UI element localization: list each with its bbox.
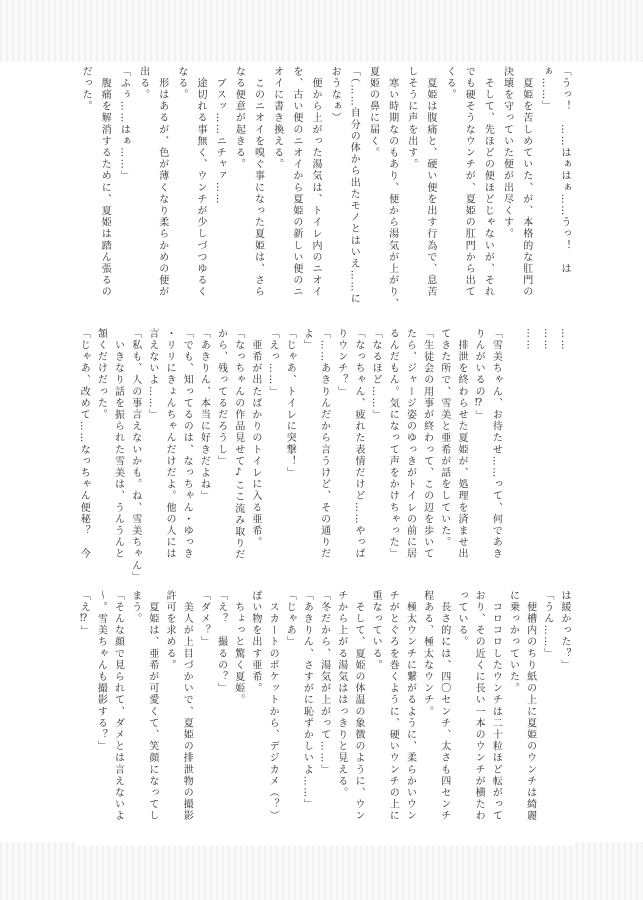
text-column: 決壊を守っていた便が出尽くす。 (501, 66, 513, 240)
text-column: 排泄を終わらせた夏姫が、処理を済ませ出 (455, 328, 467, 560)
text-column: ・リリにきょんちゃんだけだよ。他の人には (164, 328, 176, 560)
text-column: 「（……自分の体から出たモノとはいえ……に (348, 66, 360, 305)
text-column: 「ダメ？」 (198, 590, 210, 648)
text-column: てきた所で、雪美と亜希が話をしていた。 (438, 328, 450, 549)
text-column: いきなり話を振られた雪美は、うんうんと (112, 328, 124, 560)
text-column: 「ふぅ……はぁ……」 (118, 66, 130, 182)
text-column: 「雪美ちゃん、お待たせ……って、何であき (490, 328, 502, 560)
text-column: ぁ……」 (539, 66, 551, 113)
text-column: おうなぁ） (329, 66, 341, 124)
text-column: 便槽内のちり紙の上に夏姫のウンチは綺麗 (524, 590, 536, 822)
text-section-middle (76, 328, 574, 584)
text-column: 「冬だから、湯気が上がって……」 (318, 590, 330, 776)
text-column: 「なっちゃんの作品見せて♪ここ流み取りだ (232, 328, 244, 561)
text-column: 「え⁉」 (78, 590, 90, 638)
text-column: …… (559, 328, 570, 352)
text-column: から、残ってるだろうし」 (215, 328, 227, 468)
text-column: 「……あきりんだから言うけど、その通りだ (318, 328, 330, 560)
text-column: チがとぐろを巻くように、硬いウンチの上に (387, 590, 399, 822)
text-column: 「え？ 撮るの？」 (215, 590, 227, 695)
text-column: 「あきりん、さすがに恥ずかしいよ……」 (301, 590, 313, 811)
text-column: 「じゃあ、トイレに突撃！」 (284, 328, 296, 479)
text-column: 夏姫を苦しめていた、が、本格的な肛門の (520, 66, 532, 298)
text-column: 出る。 (137, 66, 149, 101)
text-column: るんだもん。気になって声をかけちゃった」 (387, 328, 399, 560)
text-column: 長さ的には、四〇センチ、太さも四センチ (438, 590, 450, 822)
bottom-texture-band (0, 842, 643, 900)
text-column: このニオイを嗅ぐ事になった夏姫は、さら (252, 66, 264, 298)
text-column: 「生徒会の用事が終わって、この辺を歩いて (421, 328, 433, 560)
text-column: チから上がる湯気ははっきりと見える。 (335, 590, 347, 799)
text-column: 亜希が出たばかりのトイレに入る亜希。 (249, 328, 261, 549)
text-column: 「えっ……」 (267, 328, 279, 398)
text-column: そして、先ほどの便ほどじゃないが、それ (482, 66, 494, 298)
text-section-top (76, 66, 574, 322)
text-column: っている。 (455, 590, 467, 648)
text-column: 「あきりん、本当に好きだよね」 (198, 328, 210, 502)
text-column: 夏姫は、亜希が可愛くて、笑顔になってし (146, 590, 158, 822)
text-section-bottom (76, 590, 574, 846)
text-column: 「でも、知ってるのは、なっちゃん・ゆっき (181, 328, 193, 560)
text-column: 寒い時期なのもあり、便から湯気が上がり、 (386, 66, 398, 310)
text-column: …… (541, 328, 553, 352)
text-column: 美人が上目づかいで、夏姫の排泄物の撮影 (181, 590, 193, 822)
text-column: 「なっちゃん、疲れた表情だけど……やっぱ (352, 328, 364, 560)
text-column: りんがいるの⁉」 (473, 328, 485, 422)
text-column: まう。 (129, 590, 141, 625)
text-column: でも硬そうなウンチが、夏姫の肛門から出て (463, 66, 475, 298)
text-column: 言えないよ……」 (146, 328, 158, 421)
text-column: そして、夏姫の体温の象徴のように、ウン (352, 590, 364, 822)
text-column: ぽい物を出す亜希。 (249, 590, 261, 695)
text-column: に乗っかっていた。 (507, 590, 519, 695)
text-column: は緩かった？」 (559, 590, 570, 672)
text-column: 「私も、人の事言えないかも。ね、雪美ちゃん」 (129, 328, 141, 584)
text-column: よ」 (301, 328, 313, 352)
text-column: 許可を求める。 (164, 590, 176, 672)
text-column: 「なるほど……」 (370, 328, 382, 421)
text-column: だった。 (80, 66, 92, 113)
text-column: りウンチ？」 (335, 328, 347, 398)
text-column: 程ある、極太なウンチ。 (421, 590, 433, 718)
text-column: 途切れる事無く、ウンチが少しづつゆるく (195, 66, 207, 298)
top-texture-band (0, 0, 643, 62)
text-column: ちょっと驚く夏姫。 (232, 590, 244, 706)
text-column: 形はあるが、色が薄くなり柔らかめの便が (156, 66, 168, 298)
text-column: しそうに声を出す。 (405, 66, 417, 171)
text-column: くる。 (444, 66, 456, 101)
text-column: 極太ウンチに繋がるように、柔らかいウン (404, 590, 416, 822)
text-column: オイに書き換える。 (271, 66, 283, 171)
text-column: ～。雪美ちゃんも撮影する？」 (95, 590, 107, 753)
text-column: 夏姫の鼻に届く。 (367, 66, 379, 159)
text-column: 便から上がった湯気は、トイレ内のニオイ (309, 66, 321, 298)
text-column: たら、ジャージ姿のゆっきがトイレの前に居 (404, 328, 416, 560)
text-column: …… (524, 328, 536, 352)
text-column: 重なっている。 (370, 590, 382, 672)
text-column: を、古い便のニオイから夏姫の新しい便のニ (290, 66, 302, 298)
text-column: 腹痛を解消するために、夏姫は踏ん張るの (99, 66, 111, 298)
text-column: 夏姫は腹痛と、硬い便を出す行為で、息苦 (424, 66, 436, 298)
text-column: 「そんな顔で見られて、ダメとは言えないよ (112, 590, 124, 822)
text-column: 「うん……」 (541, 590, 553, 660)
text-column: 「うっ！ ……はぁはぁ……うっ！ は (559, 66, 570, 275)
text-column: コロコロしたウンチは二十粒ほど転がって (490, 590, 502, 822)
text-column: おり、その近くに長い一本のウンチが横たわ (473, 590, 485, 822)
text-column: なる。 (175, 66, 187, 101)
text-column (505, 328, 522, 584)
text-column: 「じゃあ、改めて……なっちゃん便秘？ 今 (78, 328, 90, 560)
text-page (76, 66, 574, 846)
text-column: スカートのポケットから、デジカメ（？） (267, 590, 279, 822)
text-column: 「じゃあ」 (284, 590, 296, 648)
text-column: なる便意が起きる。 (233, 66, 245, 171)
text-column: ブスッ……ニチャァ…… (214, 66, 226, 206)
text-column: 頷くだけだった。 (95, 328, 107, 421)
